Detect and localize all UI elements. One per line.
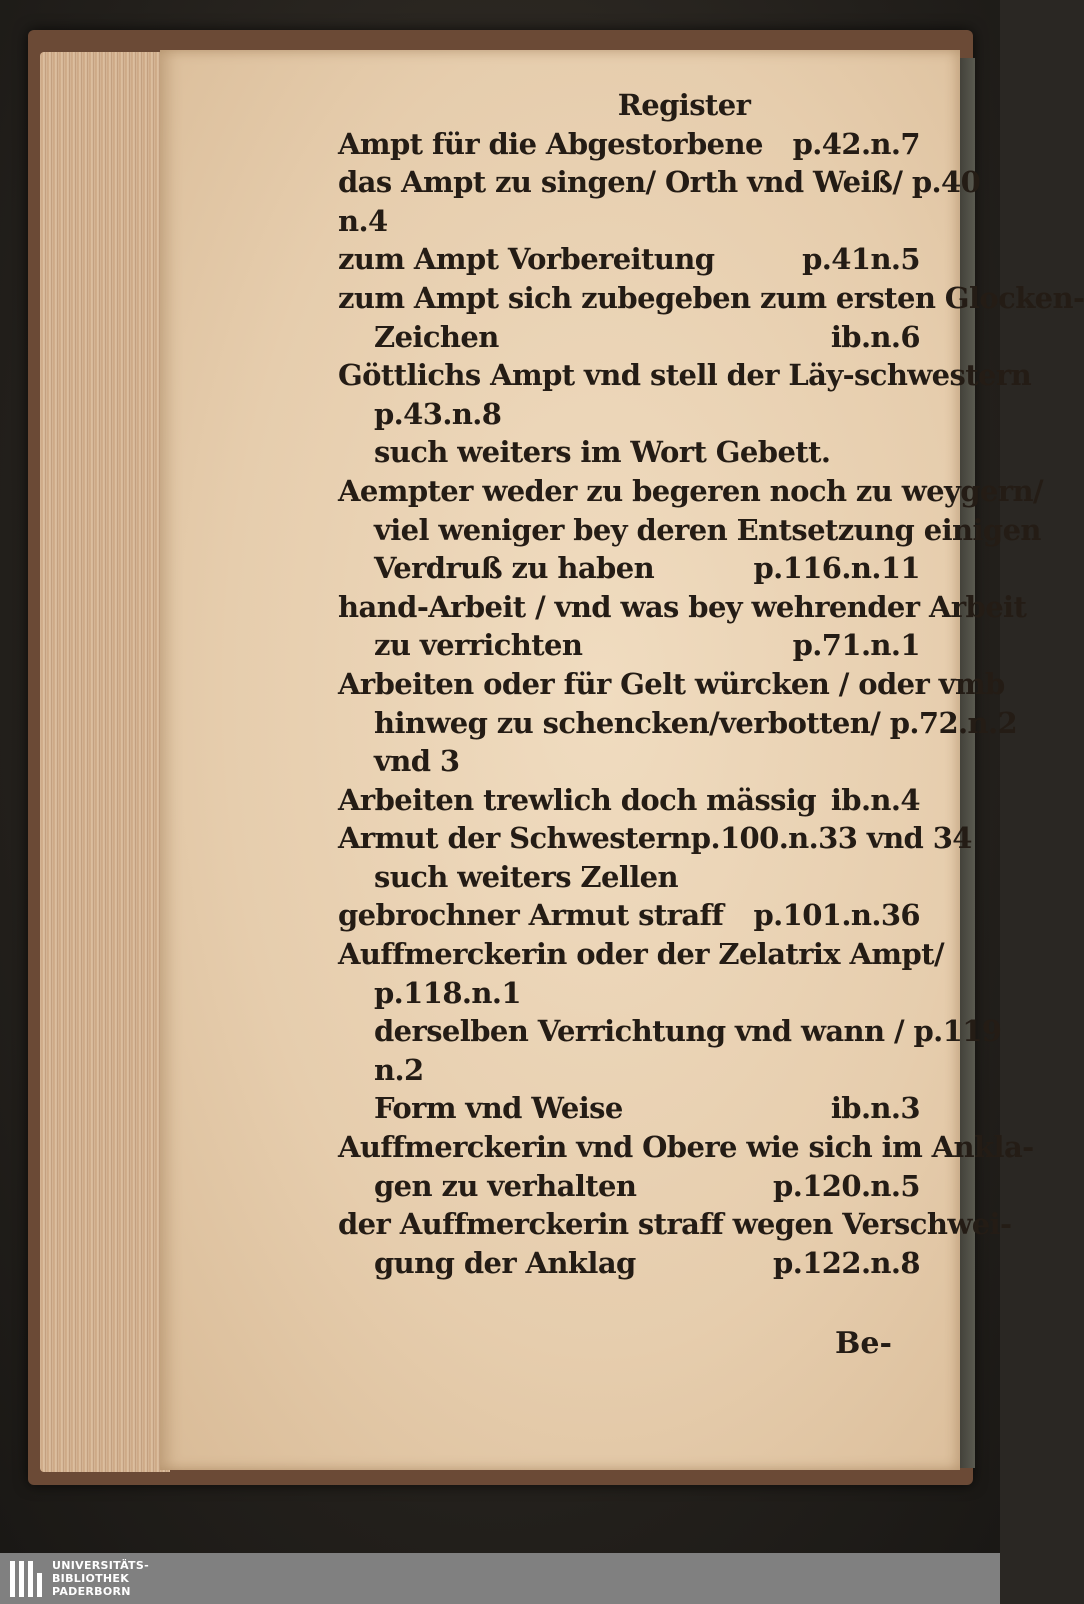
page-edges <box>40 52 170 1472</box>
entry-text: Armut der Schwestern <box>338 821 691 856</box>
entry-text: Verdruß zu haben <box>374 551 655 586</box>
register-entry <box>338 202 920 241</box>
entry-text: viel weniger bey deren Entsetzung einigen <box>374 512 1041 547</box>
entry-text: Auffmerckerin vnd Obere wie sich im Ankla- <box>338 1130 1034 1165</box>
entry-page-reference: ib.n.6 <box>830 319 920 354</box>
entry-page-reference: p.120.n.5 <box>773 1168 920 1203</box>
entry-text: hinweg zu schencken/verbotten/ p.72.n.2 <box>374 705 1018 740</box>
register-entry <box>338 896 920 935</box>
entry-text: Aempter weder zu begeren noch zu weygern/ <box>338 473 1043 508</box>
register-entry <box>338 511 1041 550</box>
catchword: Be- <box>835 1326 892 1361</box>
entry-page-reference: p.100.n.33 vnd 34 <box>690 821 972 856</box>
register-entry <box>338 974 920 1013</box>
register-entry <box>338 240 920 279</box>
entry-text: gebrochner Armut straff <box>338 898 724 933</box>
entry-page-reference: p.116.n.11 <box>753 551 920 586</box>
entry-text: vnd 3 <box>374 744 460 779</box>
register-entry <box>338 1167 920 1206</box>
entry-text: p.118.n.1 <box>374 975 521 1010</box>
entry-text: n.2 <box>374 1052 424 1087</box>
entry-text: gen zu verhalten <box>374 1168 637 1203</box>
entry-text: Form vnd Weise <box>374 1091 623 1126</box>
entry-text: hand-Arbeit / vnd was bey wehrender Arbeit <box>338 589 1027 624</box>
entry-text: Göttlichs Ampt vnd stell der Läy-schwestern <box>338 358 1032 393</box>
register-entry <box>338 1205 1012 1244</box>
register-entry <box>338 163 981 202</box>
entry-text: such weiters Zellen <box>374 859 679 894</box>
entry-text: Ampt für die Abgestorbene <box>338 126 763 161</box>
register-entry <box>338 626 920 665</box>
register-entry <box>338 1244 920 1283</box>
register-entry <box>338 279 1084 318</box>
entry-page-reference: p.122.n.8 <box>773 1245 920 1280</box>
register-entry <box>338 665 1005 704</box>
entry-text: zu verrichten <box>374 628 583 663</box>
register-entry <box>338 742 920 781</box>
entry-page-reference: ib.n.3 <box>830 1091 920 1126</box>
register-entry <box>338 781 920 820</box>
register-entry <box>338 588 1027 627</box>
register-entry <box>338 1012 1002 1051</box>
library-logo-text: UNIVERSITÄTS- BIBLIOTHEK PADERBORN <box>52 1559 149 1598</box>
register-entry <box>338 549 920 588</box>
entry-text: such weiters im Wort Gebett. <box>374 435 831 470</box>
entry-page-reference: p.71.n.1 <box>792 628 920 663</box>
entry-text: der Auffmerckerin straff wegen Verschwei- <box>338 1207 1012 1242</box>
entry-page-reference: p.101.n.36 <box>753 898 920 933</box>
register-entry <box>338 1089 920 1128</box>
register-entry <box>338 858 920 897</box>
entry-text: zum Ampt sich zubegeben zum ersten Glocken- <box>338 280 1084 315</box>
library-footer <box>0 1553 1000 1604</box>
register-text <box>338 86 1084 1282</box>
register-entry <box>338 819 972 858</box>
entry-page-reference: ib.n.4 <box>830 782 920 817</box>
page-heading: Register <box>617 88 751 122</box>
entry-text: das Ampt zu singen/ Orth vnd Weiß/ p.40 <box>338 165 981 200</box>
entry-page-reference: p.42.n.7 <box>792 126 920 161</box>
register-entry <box>338 356 1032 395</box>
entry-text: Zeichen <box>374 319 499 354</box>
register-entry <box>338 472 1043 511</box>
entry-text: zum Ampt Vorbereitung <box>338 242 715 277</box>
register-entry <box>338 433 920 472</box>
library-logo-icon <box>10 1561 44 1597</box>
register-entry <box>338 1051 920 1090</box>
entry-text: Arbeiten oder für Gelt würcken / oder vmb <box>338 666 1005 701</box>
register-entries <box>338 125 1084 1283</box>
entry-text: Arbeiten trewlich doch mässig <box>338 782 816 817</box>
register-entry <box>338 704 1018 743</box>
register-entry <box>338 318 920 357</box>
entry-text: n.4 <box>338 203 388 238</box>
entry-text: p.43.n.8 <box>374 396 502 431</box>
entry-text: Auffmerckerin oder der Zelatrix Ampt/ <box>338 937 944 972</box>
register-entry <box>338 1128 1034 1167</box>
entry-text: gung der Anklag <box>374 1245 636 1280</box>
register-entry <box>338 935 944 974</box>
entry-page-reference: p.41n.5 <box>802 242 920 277</box>
entry-text: derselben Verrichtung vnd wann / p.119 <box>374 1014 1002 1049</box>
register-entry <box>338 125 920 164</box>
register-entry <box>338 395 920 434</box>
